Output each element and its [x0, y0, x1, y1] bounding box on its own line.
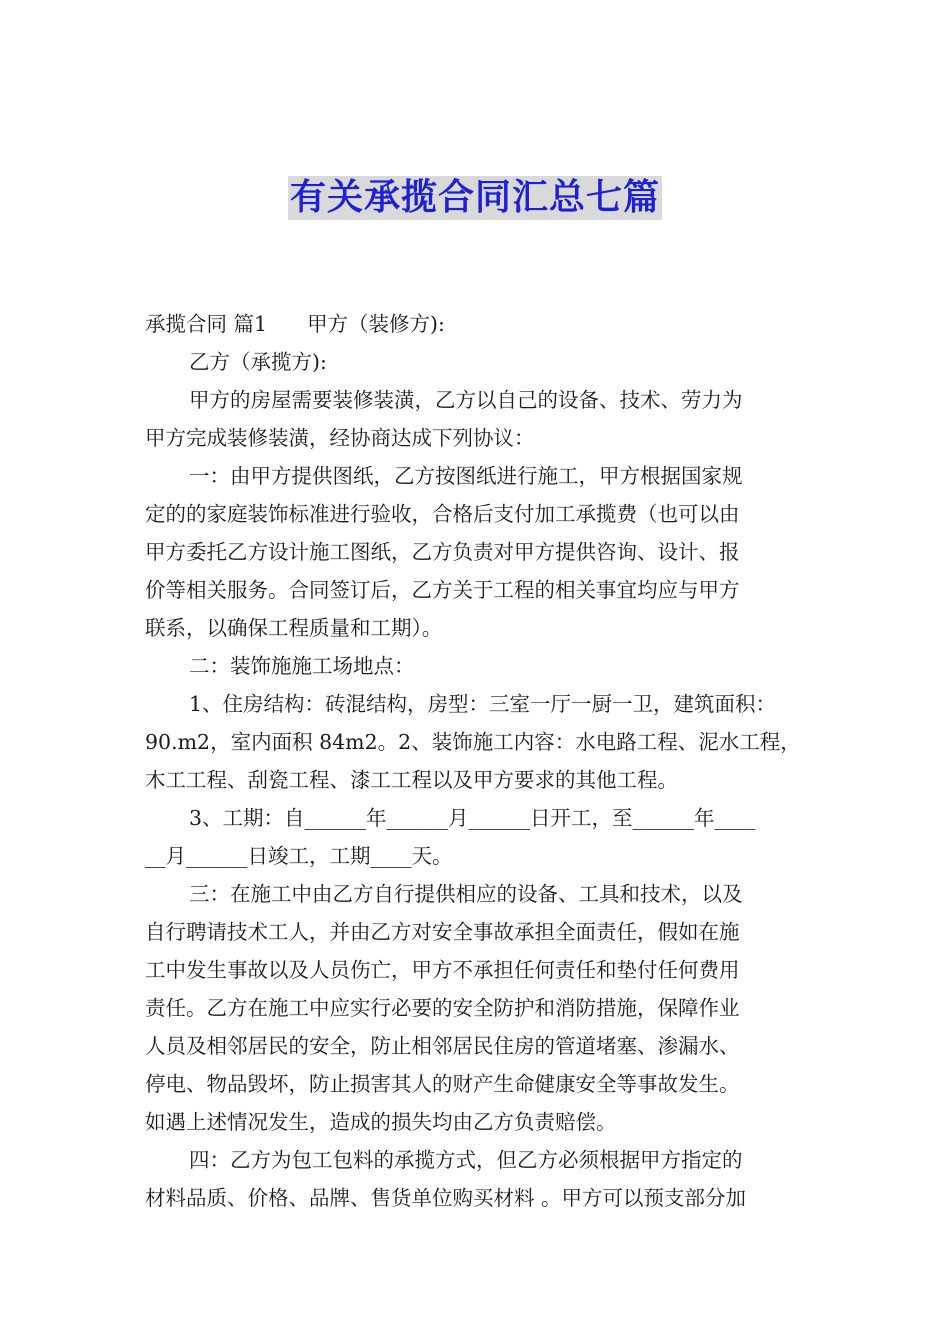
party-a-label: 甲方（装修方): [307, 312, 445, 336]
paragraph-line: 甲方的房屋需要装修装潢，乙方以自己的设备、技术、劳力为 [189, 388, 743, 412]
paragraph-line: 3、工期：自______年______月______日开工，至______年____ [189, 806, 756, 830]
document-body [145, 305, 820, 1217]
paragraph-line: 停电、物品毁坏，防止损害其人的财产生命健康安全等事故发生。 [145, 1072, 740, 1096]
paragraph-line: 90.m2，室内面积 84m2。2、装饰施工内容：水电路工程、泥水工程， [145, 730, 801, 754]
paragraph-line: 二：装饰施施工场地点： [189, 654, 415, 678]
paragraph-line: 甲方完成装修装潢，经协商达成下列协议： [145, 426, 535, 450]
paragraph-line: 联系，以确保工程质量和工期）。 [145, 616, 443, 640]
paragraph-line: 价等相关服务。合同签订后，乙方关于工程的相关事宜均应与甲方 [145, 578, 740, 602]
paragraph-line: 工中发生事故以及人员伤亡，甲方不承担任何责任和垫付任何费用 [145, 958, 740, 982]
paragraph-line: 自行聘请技术工人，并由乙方对安全事故承担全面责任，假如在施 [145, 920, 740, 944]
paragraph-line: 人员及相邻居民的安全，防止相邻居民住房的管道堵塞、渗漏水、 [145, 1034, 740, 1058]
title-container [0, 176, 950, 220]
paragraph-line: 木工工程、刮瓷工程、漆工工程以及甲方要求的其他工程。 [145, 768, 678, 792]
paragraph-line: 乙方（承揽方): [189, 350, 327, 374]
paragraph-line: 四：乙方为包工包料的承揽方式，但乙方必须根据甲方指定的 [189, 1148, 743, 1172]
paragraph-line: 1、住房结构：砖混结构，房型：三室一厅一厨一卫，建筑面积： [189, 692, 777, 716]
paragraph-line: 定的的家庭装饰标准进行验收，合格后支付加工承揽费（也可以由 [145, 502, 740, 526]
paragraph-line: 材料品质、价格、品牌、售货单位购买材料 。甲方可以预支部分加 [145, 1186, 747, 1210]
document-title: 有关承揽合同汇总七篇 [289, 177, 660, 218]
paragraph-line: 一：由甲方提供图纸，乙方按图纸进行施工，甲方根据国家规 [189, 464, 743, 488]
paragraph-line: 甲方委托乙方设计施工图纸，乙方负责对甲方提供咨询、设计、报 [145, 540, 740, 564]
section-heading: 承揽合同 篇1 [145, 312, 268, 336]
paragraph-line: __月______日竣工，工期____天。 [145, 844, 453, 868]
paragraph-line: 三：在施工中由乙方自行提供相应的设备、工具和技术，以及 [189, 882, 743, 906]
paragraph-line: 责任。乙方在施工中应实行必要的安全防护和消防措施，保障作业 [145, 996, 740, 1020]
paragraph-line: 如遇上述情况发生，造成的损失均由乙方负责赔偿。 [145, 1110, 617, 1134]
paragraph-line [145, 305, 820, 343]
